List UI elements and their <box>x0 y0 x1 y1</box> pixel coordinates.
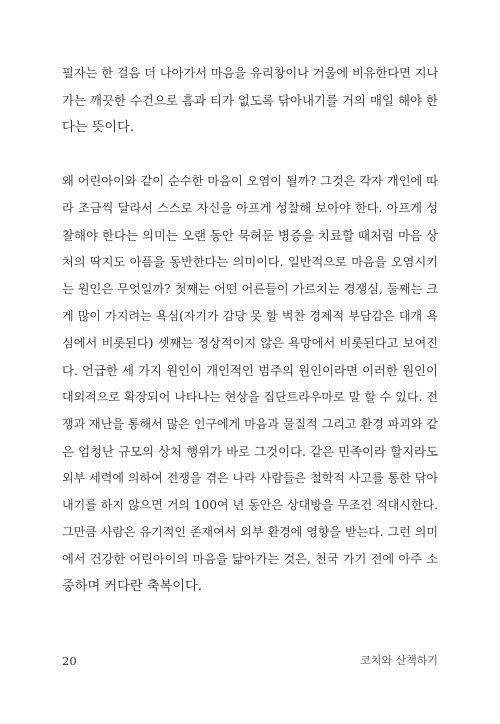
text-line: 필자는 한 걸음 더 나아가서 마음을 유리창이나 거울에 비유한다면 지나 <box>62 66 439 80</box>
page-footer <box>62 653 438 669</box>
text-line: 라 조금씩 달라서 스스로 자신을 아프게 성찰해 보아야 한다. 아프게 성 <box>62 201 438 215</box>
paragraph-2 <box>62 168 438 600</box>
text-line: 처의 딱지도 아픔을 동반한다는 의미이다. 일반적으로 마음을 오염시키 <box>62 255 438 269</box>
text-line: 외부 세력에 의하여 전쟁을 겪은 나라 사람들은 철학적 사고를 통한 닦아 <box>62 471 438 485</box>
text-line: 중하며 커다란 축복이다. <box>62 579 202 594</box>
text-line: 내기를 하지 않으면 거의 100여 년 동안은 상대방을 무조건 적대시한다. <box>62 498 438 512</box>
text-line: 가는 깨끗한 수건으로 흠과 티가 없도록 닦아내기를 거의 매일 해야 한 <box>62 93 438 108</box>
paragraph-1 <box>62 60 438 141</box>
text-line: 은 엄청난 규모의 상처 행위가 바로 그것이다. 같은 민족이라 할지라도 <box>62 444 438 459</box>
page-number: 20 <box>62 654 77 668</box>
text-line: 그만큼 사람은 유기적인 존재여서 외부 환경에 영향을 받는다. 그런 의미 <box>62 525 438 539</box>
text-line: 다. 언급한 세 가지 원인이 개인적인 범주의 원인이라면 이러한 원인이 <box>62 363 438 378</box>
text-line: 대외적으로 확장되어 나타나는 현상을 집단트라우마로 말 할 수 있다. 전 <box>62 390 438 404</box>
text-line: 왜 어린아이와 같이 순수한 마음이 오염이 될까? 그것은 각자 개인에 따 <box>62 174 438 188</box>
text-line: 다는 뜻이다. <box>62 120 135 135</box>
running-title: 코치와 산책하기 <box>360 654 438 667</box>
text-line: 심에서 비롯된다) 셋째는 정상적이지 않은 욕망에서 비롯된다고 보여진 <box>62 336 438 350</box>
text-line: 는 원인은 무엇일까? 첫째는 어떤 어른들이 가르치는 경쟁심, 둘째는 크 <box>62 282 438 296</box>
text-line: 에서 건강한 어린아이의 마음을 닮아가는 것은, 천국 가기 전에 아주 소 <box>62 552 438 566</box>
text-line: 찰해야 한다는 의미는 오랜 동안 묵혀둔 병증을 치료할 때처럼 마음 상 <box>62 228 438 243</box>
text-line: 쟁과 재난을 통해서 많은 인구에게 마음과 물질적 그리고 환경 파괴와 같 <box>62 417 438 431</box>
text-line: 게 많이 가지려는 욕심(자기가 감당 못 할 벅찬 경제적 부담감은 대개 욕 <box>62 309 438 323</box>
